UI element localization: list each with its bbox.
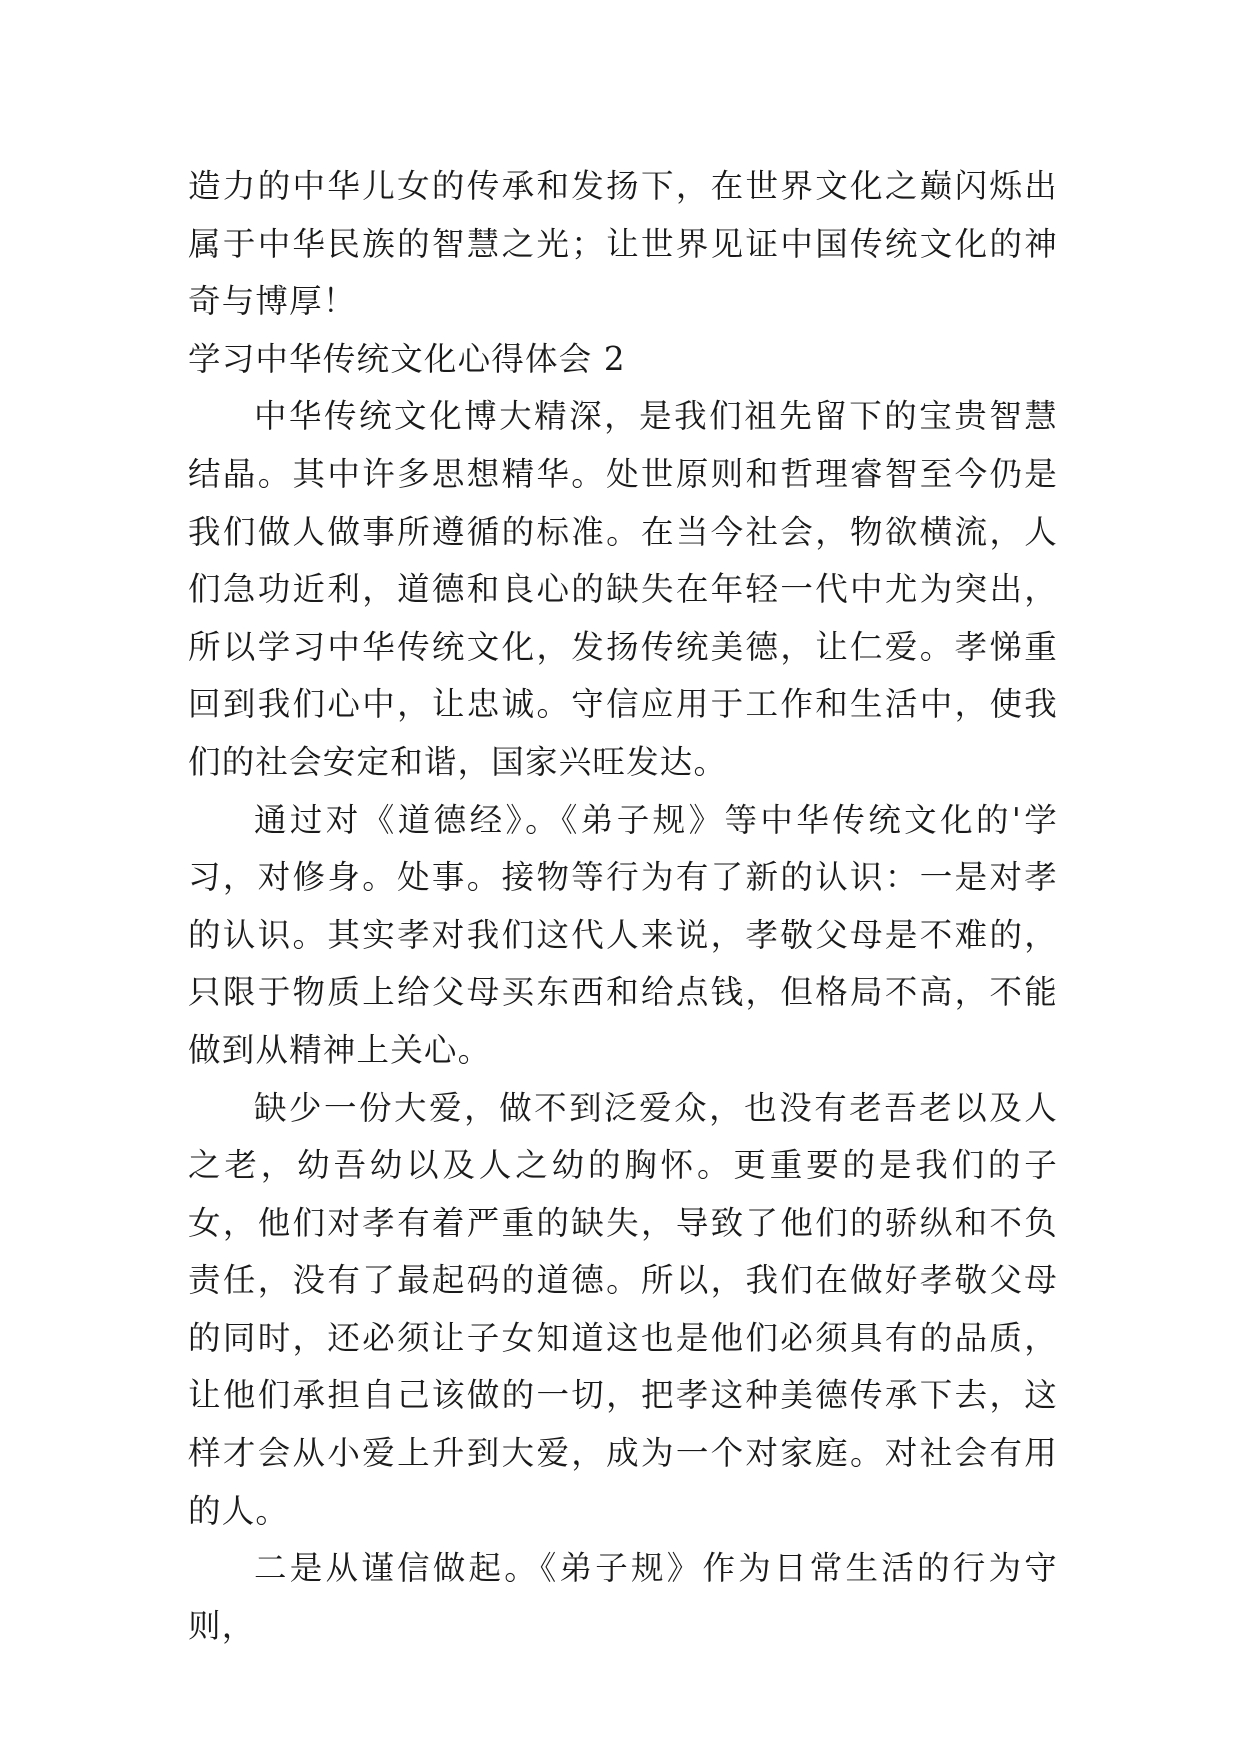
section-title: 学习中华传统文化心得体会 2 — [188, 339, 626, 378]
continuation-paragraph: 造力的中华儿女的传承和发扬下，在世界文化之巅闪烁出属于中华民族的智慧之光；让世界见证中国传统文化的神奇与博厚！ — [188, 167, 1058, 321]
body-paragraph: 缺少一份大爱，做不到泛爱众，也没有老吾老以及人之老，幼吾幼以及人之幼的胸怀。更重要的是我们的子女，他们对孝有着严重的缺失，导致了他们的骄纵和不负责任，没有了最起码的道德。所以，我们在做好孝敬父母的同时，还必须让子女知道这也是他们必须具有的品质，让他们承担自己该做的一切，把孝这种美德传承下去，这样才会从小爱上升到大爱，成为一个对家庭。对社会有用的人。 — [188, 1088, 1058, 1530]
document-body — [188, 158, 1058, 1655]
body-paragraph: 中华传统文化博大精深，是我们祖先留下的宝贵智慧结晶。其中许多思想精华。处世原则和哲理睿智至今仍是我们做人做事所遵循的标准。在当今社会，物欲横流，人们急功近利，道德和良心的缺失在年轻一代中尤为突出，所以学习中华传统文化，发扬传统美德，让仁爱。孝悌重回到我们心中，让忠诚。守信应用于工作和生活中，使我们的社会安定和谐，国家兴旺发达。 — [188, 397, 1058, 781]
body-paragraph: 通过对《道德经》。《弟子规》等中华传统文化的'学习，对修身。处事。接物等行为有了新的认识：一是对孝的认识。其实孝对我们这代人来说，孝敬父母是不难的，只限于物质上给父母买东西和给点钱，但格局不高，不能做到从精神上关心。 — [188, 800, 1058, 1069]
body-paragraph: 二是从谨信做起。《弟子规》作为日常生活的行为守则， — [188, 1549, 1058, 1645]
